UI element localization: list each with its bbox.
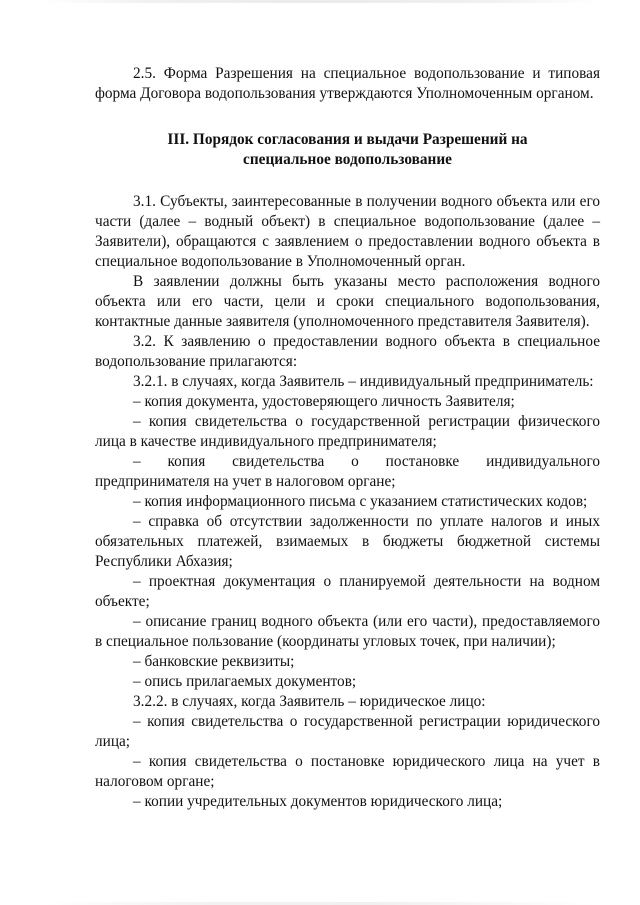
list-item-ip-registration: – копия свидетельства о государственной регистрации физического лица в качестве индивидуального предпринимателя; bbox=[95, 413, 600, 450]
list-item-statistical-codes: – копия информационного письма с указанием статистических кодов; bbox=[133, 493, 588, 510]
list-item-boundaries-description: – описание границ водного объекта (или его части), предоставляемого в специальное пользование (координаты угловых точек, при наличии); bbox=[95, 613, 600, 650]
list-item-identity-copy: – копия документа, удостоверяющего личность Заявителя; bbox=[133, 393, 515, 410]
paragraph-application-content: В заявлении должны быть указаны место расположения водного объекта или его части, цели и сроки специального водопользования, контактные данные заявителя (уполномоченного представителя Заявителя). bbox=[95, 273, 600, 330]
paragraph-3-1: 3.1. Субъекты, заинтересованные в получении водного объекта или его части (далее – водный объект) в специальное водопользование (далее – Заявители), обращаются с заявлением о предоставлении водного объекта в специальное водопользование в Уполномоченный орган. bbox=[95, 193, 600, 270]
section-heading: III. Порядок согласования и выдачи Разрешений на специальное водопользование bbox=[167, 131, 528, 168]
list-item-legal-entity-tax-registration: – копия свидетельства о постановке юридического лица на учет в налоговом органе; bbox=[95, 753, 600, 790]
list-item-bank-details: – банковские реквизиты; bbox=[133, 653, 295, 670]
list-item-project-documentation: – проектная документация о планируемой деятельности на водном объекте; bbox=[95, 573, 600, 610]
list-item-founding-documents: – копии учредительных документов юридического лица; bbox=[133, 793, 503, 810]
paragraph-2-5: 2.5. Форма Разрешения на специальное водопользование и типовая форма Договора водопользования утверждаются Уполномоченным органом. bbox=[95, 65, 600, 102]
paragraph-3-2: 3.2. К заявлению о предоставлении водного объекта в специальное водопользование прилагаются: bbox=[95, 333, 600, 370]
document-body bbox=[95, 64, 600, 812]
list-item-inventory: – опись прилагаемых документов; bbox=[133, 673, 357, 690]
scan-edge-top bbox=[40, 0, 600, 3]
list-item-ip-tax-registration: – копия свидетельства о постановке индивидуального предпринимателя на учет в налоговом органе; bbox=[95, 453, 600, 490]
list-item-no-debt-certificate: – справка об отсутствии задолженности по уплате налогов и иных обязательных платежей, взимаемых в бюджеты бюджетной системы Республики Абхазия; bbox=[95, 513, 600, 570]
paragraph-3-2-2: 3.2.2. в случаях, когда Заявитель – юридическое лицо: bbox=[133, 693, 486, 710]
paragraph-3-2-1: 3.2.1. в случаях, когда Заявитель – индивидуальный предприниматель: bbox=[133, 373, 594, 390]
list-item-legal-entity-registration: – копия свидетельства о государственной регистрации юридического лица; bbox=[95, 713, 600, 750]
